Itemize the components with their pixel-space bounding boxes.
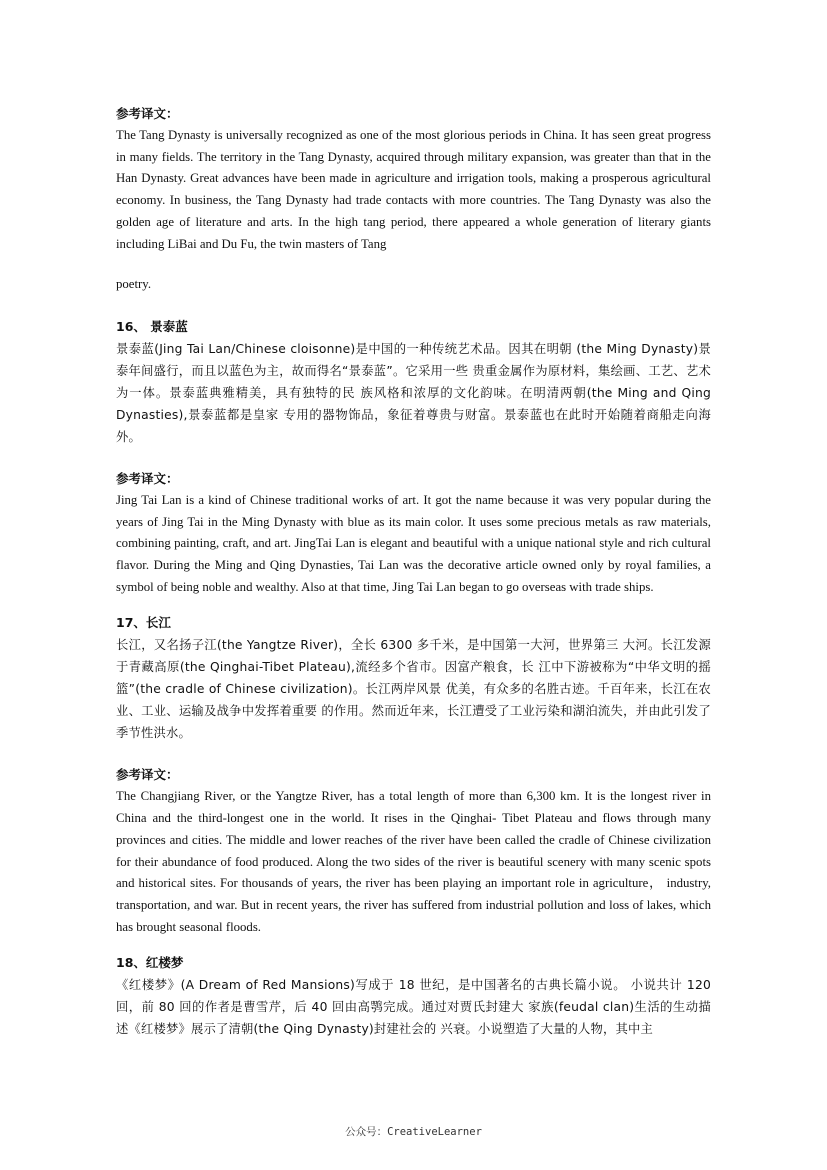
item17-body: 长江，又名扬子江(the Yangtze River)，全长 6300 多千米，是中国第一大河，世界第三 大河。长江发源于青藏高原(the Qinghai-Tibet Plateau),流经多个省市。因富产粮食，长 江中下游被称为“中华文明的摇篮”(the cradle of Chinese civilization)。长江两岸风景 优美，有众多的名胜古迹。千百年来，长江在农业、工业、运输及战争中发挥着重要 的作用。然而近年来，长江遭受了工业污染和湖泊流失，并由此引发了季节性洪水。 [116,638,711,741]
item18-body: 《红楼梦》(A Dream of Red Mansions)写成于 18 世纪，是中国著名的古典长篇小说。 小说共计 120 回，前 80 回的作者是曹雪芹，后 40 回由高鹗完成。通过对贾氏封建大 家族(feudal clan)生活的生动描述《红楼梦》展示了清朝(the Qing Dynasty)封建社会的 兴衰。小说塑造了大量的人物，其中主 [116,978,711,1037]
item16-heading: 16、 景泰蓝 [116,318,188,334]
translation-label: 参考译文： [116,106,179,121]
item16-translation-text: Jing Tai Lan is a kind of Chinese traditional works of art. It got the name because it was very popular during the years of Jing Tai in the Ming Dynasty with blue as its main color. It uses some precious metals as raw materials, combining painting, craft, and art. JingTai Lan is elegant and beautiful with a unique national style and rich cultural flavor. During the Ming and Qing Dynasties, Tai Lan was the decorative article owned only by royal families, a symbol of being noble and wealthy. Also at that time, Jing Tai Lan began to go overseas with trade ships. [116,492,711,594]
item17-heading: 17、长江 [116,615,171,631]
item17-translation-label: 参考译文： [116,767,179,783]
item17-translation-text: The Changjiang River, or the Yangtze River, has a total length of more than 6,300 km. It is the longest river in China and the third-longest one in the world. It rises in the Qinghai- Tibet Plateau and flows through many provinces and cities. The middle and lower reaches of the river have been called the cradle of Chinese civilization for their abundance of food produced. Along the two sides of the river is beautiful scenery with many scenic spots and historical sites. For thousands of years, the river has been playing an important role in agriculture， industry, transportation, and war. But in recent years, the river has suffered from industrial pollution and loss of lakes, which has brought seasonal floods. [116,789,711,934]
item18-heading: 18、红楼梦 [116,955,184,971]
page-footer: 公众号：CreativeLearner [345,1126,482,1138]
item16-body: 景泰蓝(Jing Tai Lan/Chinese cloisonne)是中国的一种传统艺术品。因其在明朝 (the Ming Dynasty)景泰年间盛行，而且以蓝色为主，故而得名“景泰蓝”。它采用一些 贵重金属作为原材料，集绘画、工艺、艺术为一体。景泰蓝典雅精美，具有独特的民 族风格和浓厚的文化韵味。在明清两朝(the Ming and Qing Dynasties),景泰蓝都是皇家 专用的器物饰品，象征着尊贵与财富。景泰蓝也在此时开始随着商船走向海外。 [116,341,711,444]
item16-translation-label: 参考译文： [116,470,179,486]
page-content [116,103,711,1040]
tang-translation-trailing: poetry. [116,277,152,292]
tang-translation-text: The Tang Dynasty is universally recognized as one of the most glorious periods in China. It has seen great progress in many fields. The territory in the Tang Dynasty, acquired through military expansion, was greater than that in the Han Dynasty. Great advances have been made in agriculture and irrigation tools, making a prosperous agricultural economy. In business, the Tang Dynasty had trade contacts with more countries. The Tang Dynasty was also the golden age of literature and arts. In the high tang period, there appeared a whole generation of literary giants including LiBai and Du Fu, the twin masters of Tang [116,128,711,251]
